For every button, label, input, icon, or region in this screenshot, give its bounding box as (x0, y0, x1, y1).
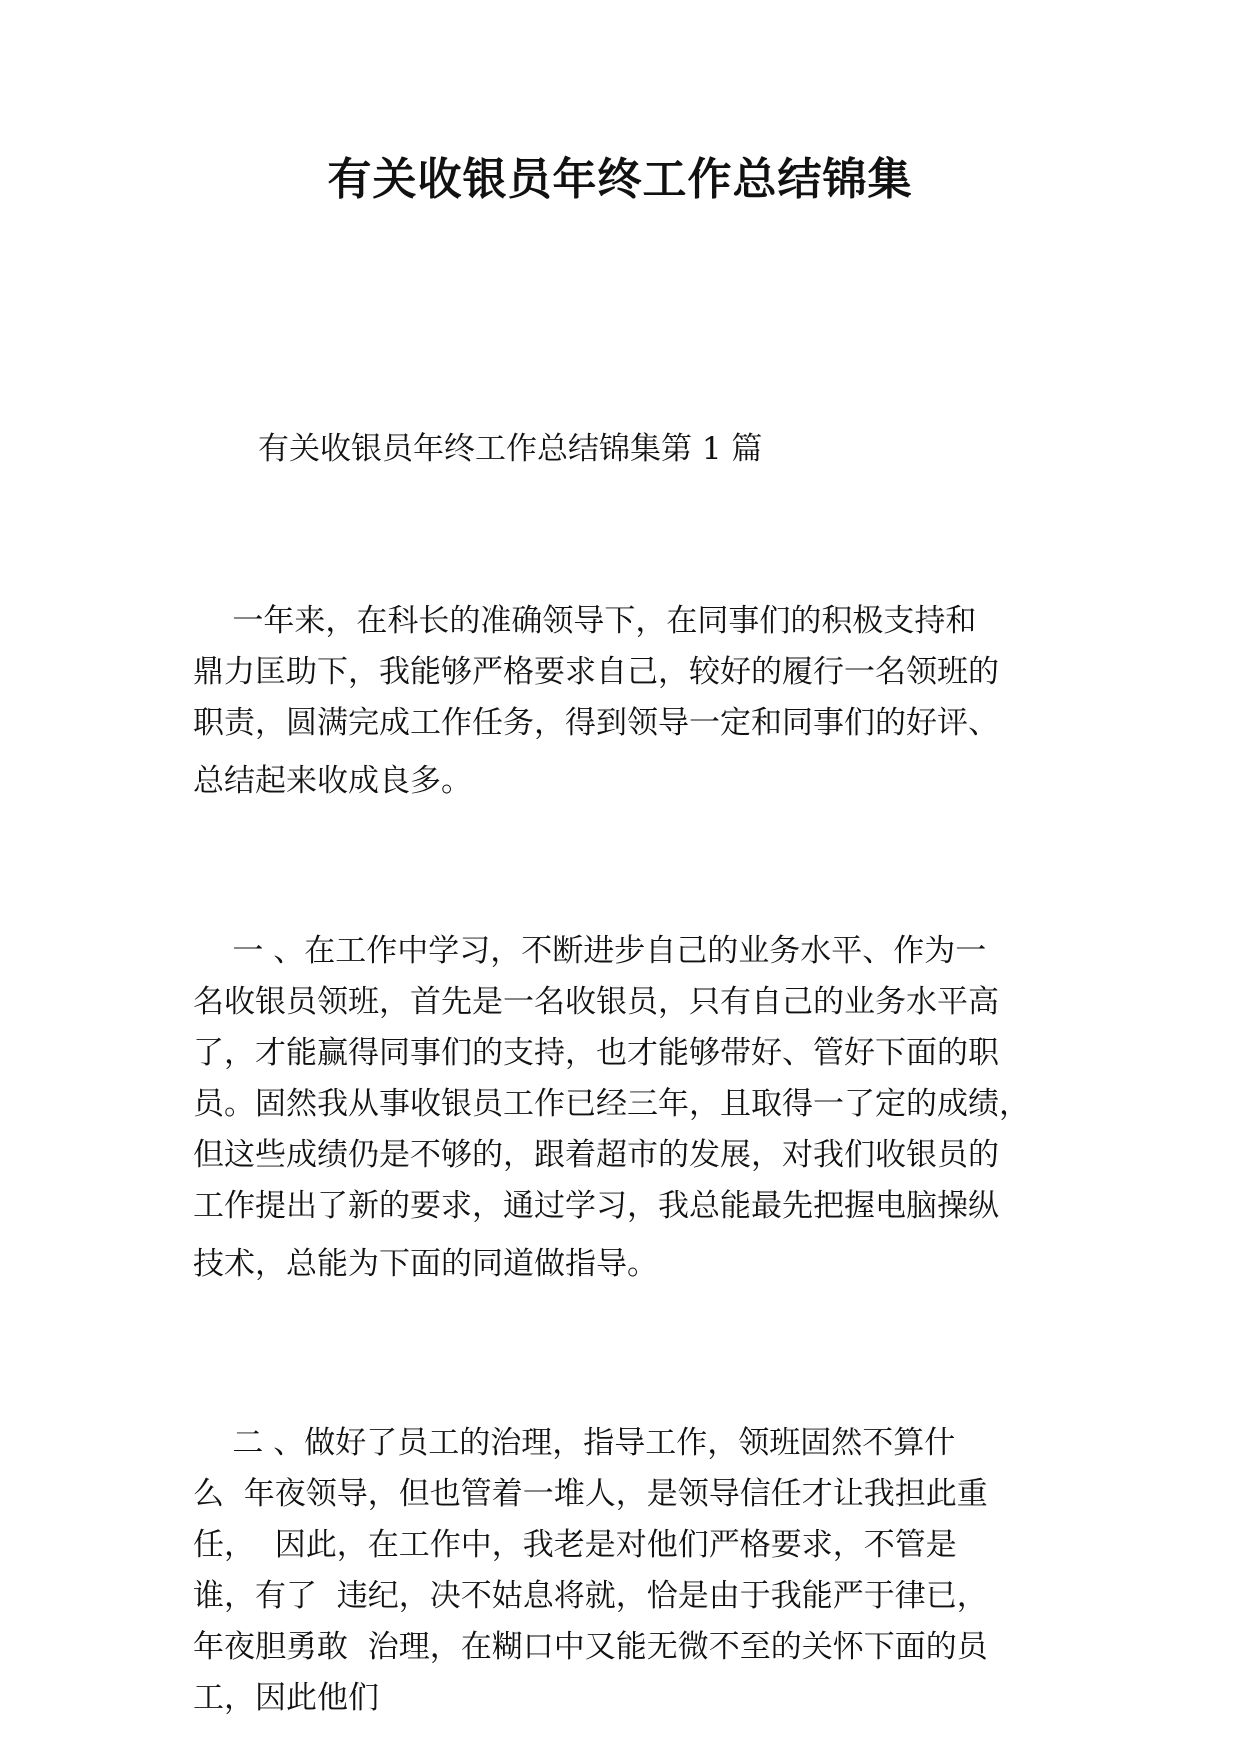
paragraph-line: 员。固然我从事收银员工作已经三年，且取得一了定的成绩， (193, 1086, 1030, 1122)
section-heading: 有关收银员年终工作总结锦集第 1 篇 (258, 431, 763, 467)
document-title: 有关收银员年终工作总结锦集 (327, 154, 913, 205)
paragraph-line: 么 年夜领导，但也管着一堆人，是领导信任才让我担此重 (193, 1476, 988, 1512)
paragraph-line: 一 、在工作中学习，不断进步自己的业务水平、作为一 (193, 933, 987, 969)
paragraph-line: 但这些成绩仍是不够的，跟着超市的发展，对我们收银员的 (193, 1137, 999, 1173)
paragraph-line: 年夜胆勇敢 治理，在糊口中又能无微不至的关怀下面的员 (193, 1629, 988, 1665)
paragraph-line: 总结起来收成良多。 (193, 763, 472, 799)
paragraph (193, 596, 1073, 813)
paragraph-line: 任， 因此，在工作中，我老是对他们严格要求，不管是 (193, 1527, 957, 1563)
paragraph-line: 谁，有了 违纪，决不姑息将就，恰是由于我能严于律已， (193, 1578, 988, 1614)
paragraph-line: 二 、做好了员工的治理，指导工作，领班固然不算什 (193, 1425, 956, 1461)
paragraph-line: 工作提出了新的要求，通过学习，我总能最先把握电脑操纵 (193, 1188, 999, 1224)
paragraph-line: 鼎力匡助下，我能够严格要求自己，较好的履行一名领班的 (193, 654, 999, 690)
paragraph-line: 工，因此他们 (193, 1680, 379, 1716)
paragraph-line: 职责，圆满完成工作任务，得到领导一定和同事们的好评、 (193, 705, 999, 741)
paragraph-line: 了，才能赢得同事们的支持，也才能够带好、管好下面的职 (193, 1035, 999, 1071)
paragraph-line: 名收银员领班，首先是一名收银员，只有自己的业务水平高 (193, 984, 999, 1020)
paragraph (193, 1418, 1073, 1724)
paragraph-line: 技术，总能为下面的同道做指导。 (193, 1246, 658, 1282)
paragraph (193, 926, 1073, 1296)
paragraph-line: 一年来，在科长的准确领导下，在同事们的积极支持和 (193, 603, 977, 639)
